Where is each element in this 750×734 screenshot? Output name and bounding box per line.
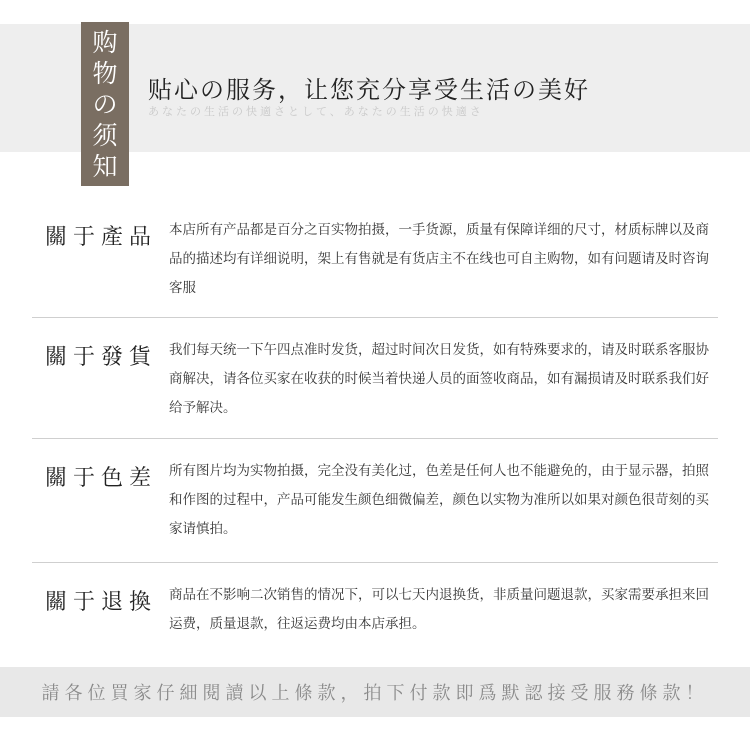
badge-char: の [92, 89, 118, 119]
section-body: 所有图片均为实物拍摄，完全没有美化过，色差是任何人也不能避免的，由于显示器，拍照和作图的过程中，产品可能发生颜色细微偏差，颜色以实物为准所以如果对颜色很苛刻的买家请慎拍。 [169, 463, 709, 537]
section-title: 關于發貨 [45, 345, 158, 370]
badge-char: 购 [92, 27, 118, 57]
divider [32, 438, 718, 439]
footer-notice: 請各位買家仔細閱讀以上條款，拍下付款即爲默認接受服務條款！ [41, 683, 709, 704]
page-tagline: 贴心の服务，让您充分享受生活の美好 [148, 76, 590, 104]
section-body: 我们每天统一下午四点准时发货，超过时间次日发货，如有特殊要求的，请及时联系客服协商解决，请各位买家在收获的时候当着快递人员的面签收商品，如有漏损请及时联系我们好给予解决。 [169, 342, 709, 416]
page-subline: あなたの生活の快適さとして、あなたの生活の快適さ [148, 105, 484, 118]
section-title: 關于色差 [45, 466, 158, 491]
badge-char: 须 [92, 120, 118, 150]
section-title: 關于退換 [45, 590, 158, 615]
section-color-difference [30, 451, 720, 551]
section-shipping [30, 330, 720, 430]
section-title: 關于產品 [45, 225, 158, 250]
divider [32, 562, 718, 563]
section-body: 本店所有产品都是百分之百实物拍摄，一手货源，质量有保障详细的尺寸，材质标牌以及商品的描述均有详细说明，架上有售就是有货店主不在线也可自主购物，如有问题请及时咨询客服 [169, 222, 709, 296]
section-product [30, 210, 720, 310]
badge-char: 物 [92, 58, 118, 88]
section-returns [30, 575, 720, 645]
divider [32, 317, 718, 318]
section-body: 商品在不影响二次销售的情况下，可以七天内退换货，非质量问题退款，买家需要承担来回运费，质量退款，往返运费均由本店承担。 [169, 587, 709, 632]
shopping-notice-badge [81, 22, 129, 186]
badge-char: 知 [92, 151, 118, 181]
